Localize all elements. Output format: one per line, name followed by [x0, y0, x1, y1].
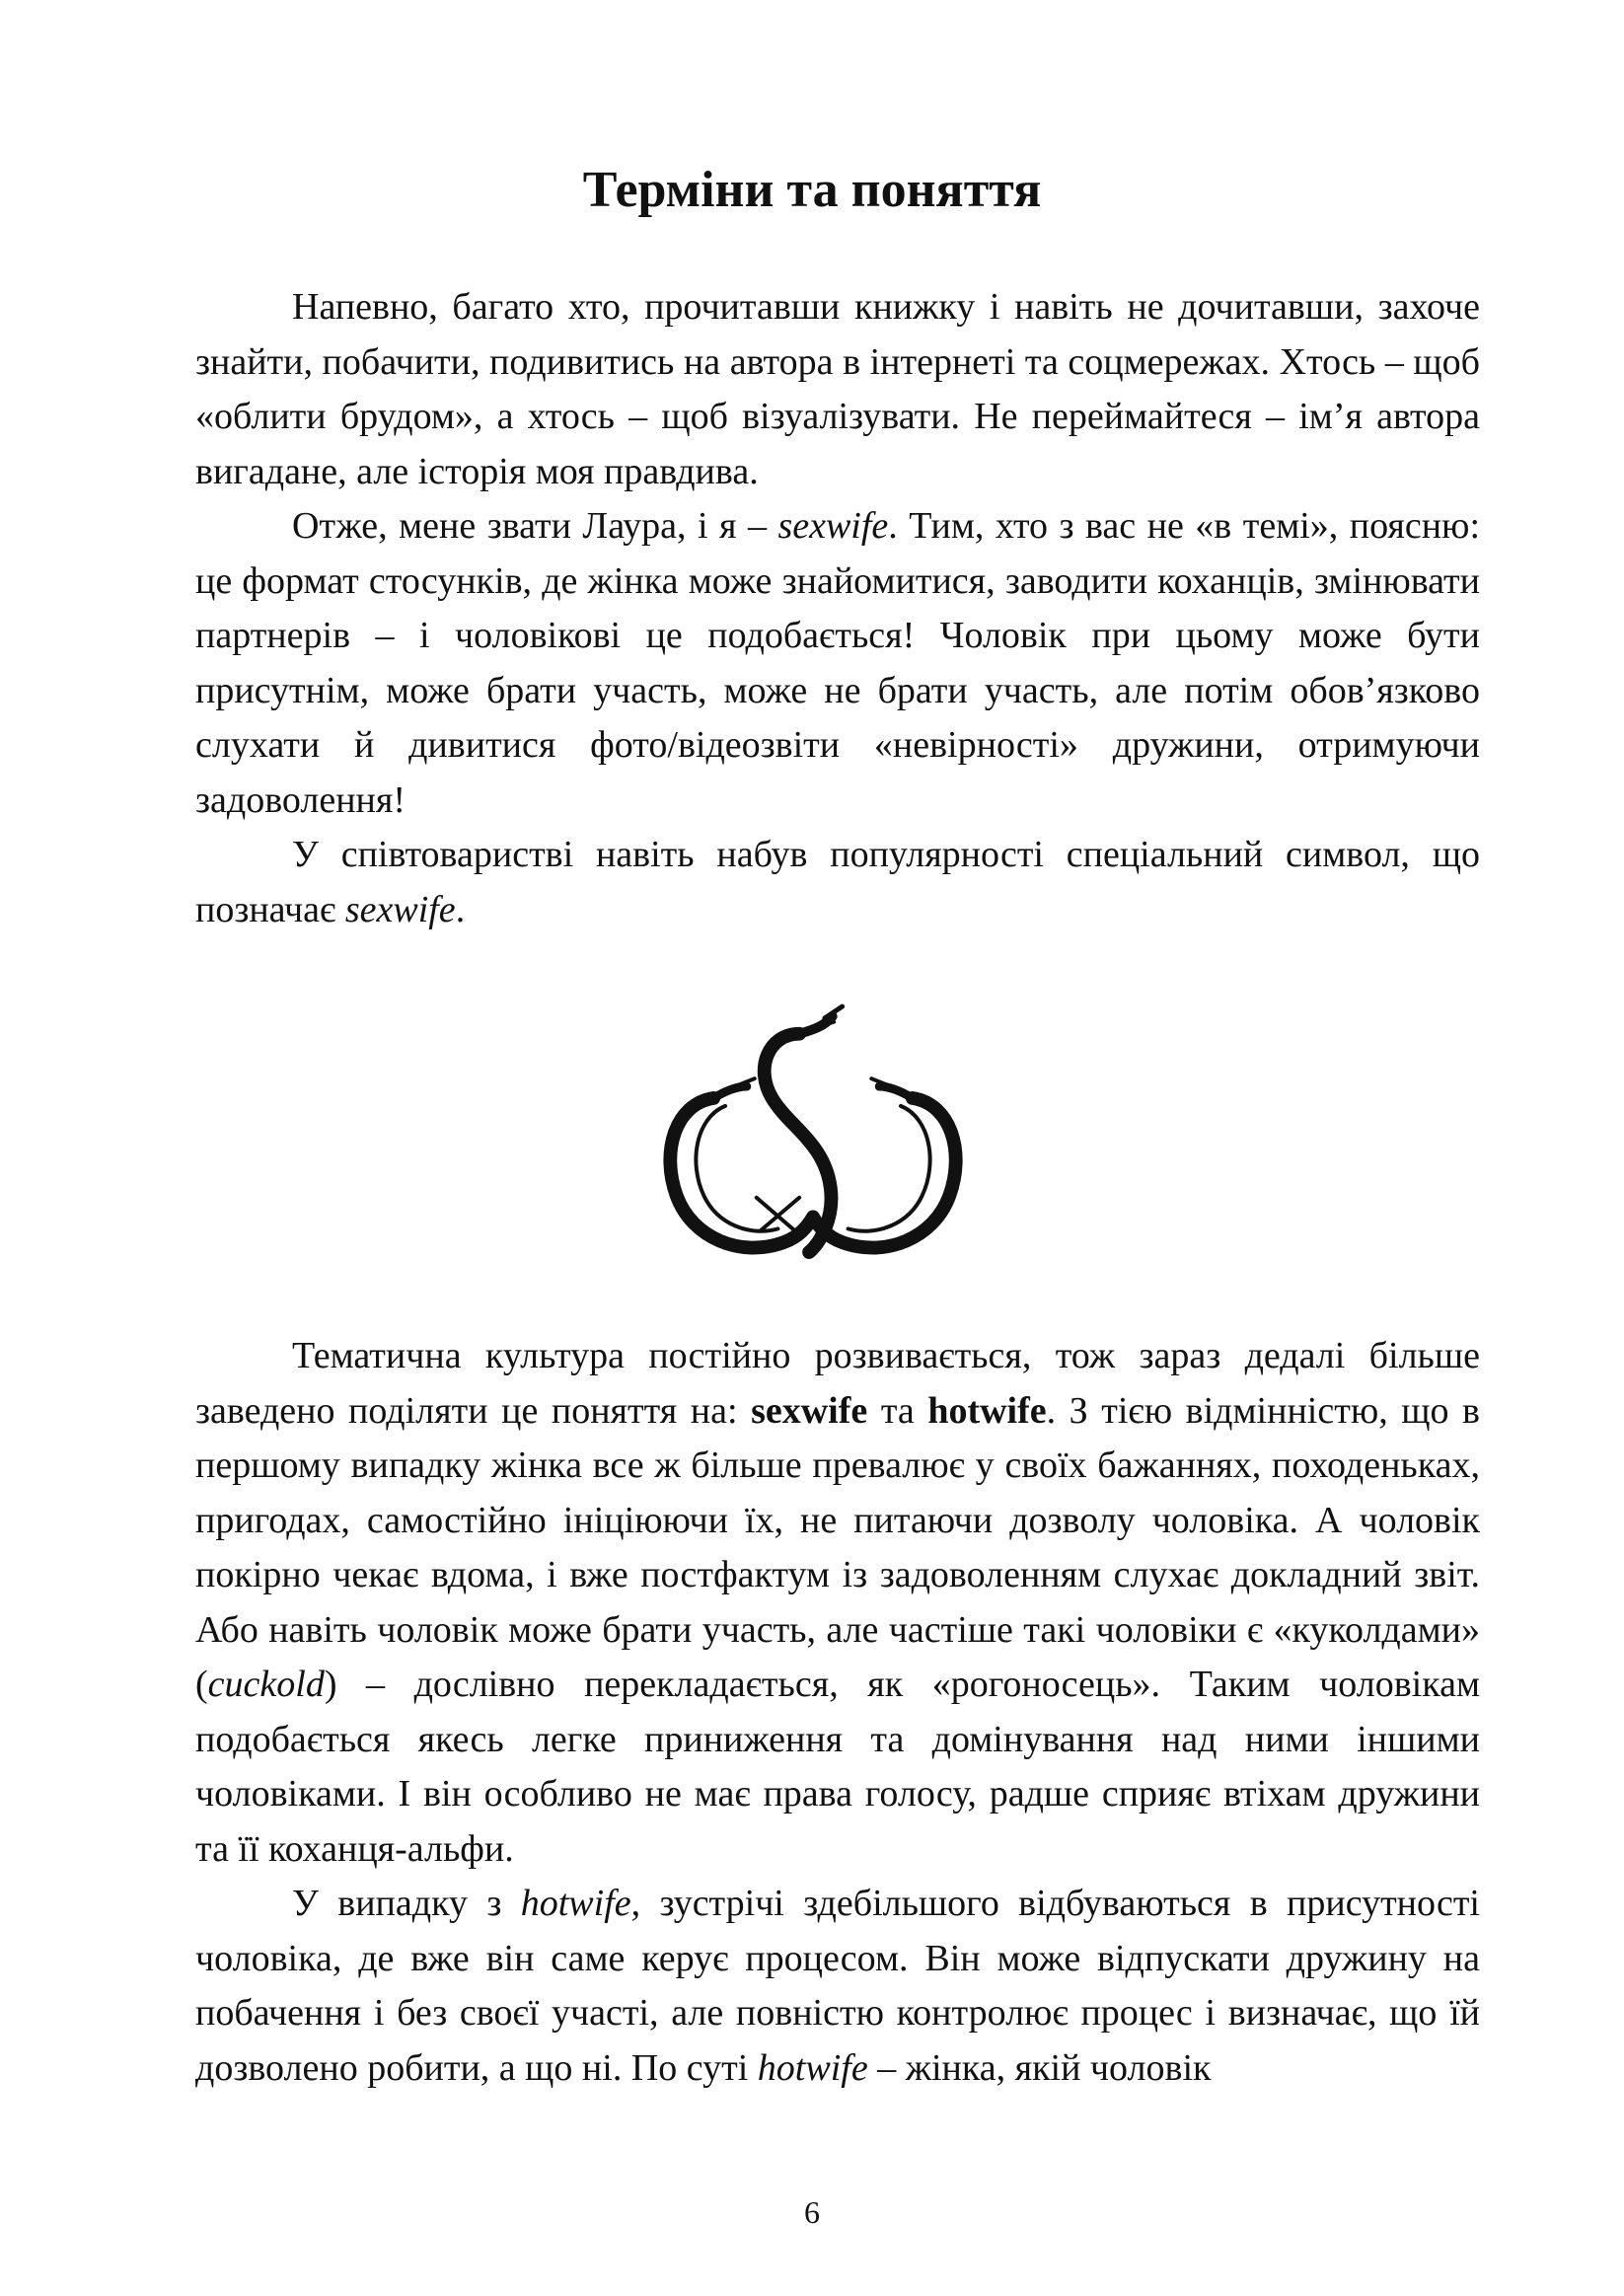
paragraph-symbol-intro — [195, 828, 1480, 937]
intro-text — [195, 280, 1480, 937]
term-sexwife: sexwife — [777, 505, 889, 547]
text-fragment: . З тією відмінністю, що в першому випадку жінка все ж більше превалює у своїх бажаннях, походеньках, пригодах, самостійно ініціюючи їх, не питаючи дозволу чоловіка. А чоловік покірно чекає вдома, і вже постфактум із задоволенням слухає докладний звіт. Або навіть чоловік може брати участь, але частіше такі чоловіки є «куколдами» ( — [195, 1389, 1481, 1705]
paragraph-sexwife-definition — [195, 499, 1480, 828]
text-fragment: . Тим, хто з вас не «в темі», поясню: це формат стосунків, де жінка може знайомитися, заводити коханців, змінювати партнерів – і чоловікові це подобається! Чоловік при цьому може бути присутнім, може брати участь, може не брати участь, але потім обов’язково слухати й дивитися фото/відеозвіти «невірності» дружини, отримуючи задоволення! — [195, 505, 1481, 821]
term-sexwife-bold: sexwife — [751, 1389, 868, 1432]
text-fragment: . — [455, 888, 466, 930]
text-fragment: Отже, мене звати Лаура, і я – — [292, 505, 778, 547]
paragraph-hotwife-definition — [195, 1877, 1480, 2096]
text-fragment: та — [867, 1389, 928, 1432]
text-fragment: ) – дослівно перекладається, як «рогоносець». Таким чоловікам подобається якесь легке приниження та домінування над ними іншими чоловіками. І він особливо не має права голосу, радше сприяє втіхам дружини та її коханця-альфи. — [195, 1664, 1480, 1870]
page-title: Терміни та поняття — [582, 162, 1042, 218]
paragraph-author-anonymity: Напевно, багато хто, прочитавши книжку і навіть не дочитавши, захоче знайти, побачити, подивитись на автора в інтернеті та соцмережах. Хтось – щоб «облити брудом», а хтось – щоб візуалізувати. Не переймайтеся – ім’я автора вигадане, але історія моя правдива. — [195, 286, 1480, 492]
text-fragment: У співтоваристві навіть набув популярності спеціальний символ, що позначає — [195, 834, 1480, 930]
term-sexwife: sexwife — [344, 888, 456, 930]
text-fragment: , зустрічі здебільшого відбуваються в присутності чоловіка, де вже він саме керує процесом. Він може відпускати дружину на побачення і без своєї участі, але повністю контролює процес і визначає, що їй дозволено робити, а що ні. По суті — [195, 1883, 1480, 2089]
emblem-cross-b — [761, 1198, 800, 1231]
paragraph-sexwife-vs-hotwife — [195, 1329, 1480, 1877]
term-hotwife: hotwife — [757, 2046, 868, 2089]
emblem-right-head — [879, 1086, 913, 1098]
term-hotwife: hotwife — [520, 1883, 631, 1924]
emblem-left-head — [713, 1086, 747, 1098]
emblem-right-inner — [849, 1106, 930, 1231]
sexwife-hotwife-text — [195, 1329, 1480, 2096]
emblem-left-inner — [696, 1106, 777, 1231]
text-fragment: – жінка, якій чоловік — [867, 2046, 1212, 2089]
page-number: 6 — [804, 2194, 820, 2230]
emblem-right-loop — [813, 1098, 956, 1248]
term-cuckold: cuckold — [207, 1664, 325, 1705]
sexwife-serpent-symbol-icon — [653, 997, 975, 1275]
text-fragment: Тематична культура постійно розвивається, тож зараз дедалі більше заведено поділяти це поняття на: — [195, 1335, 1480, 1432]
term-hotwife-bold: hotwife — [927, 1389, 1047, 1432]
text-fragment: У випадку з — [292, 1883, 521, 1924]
